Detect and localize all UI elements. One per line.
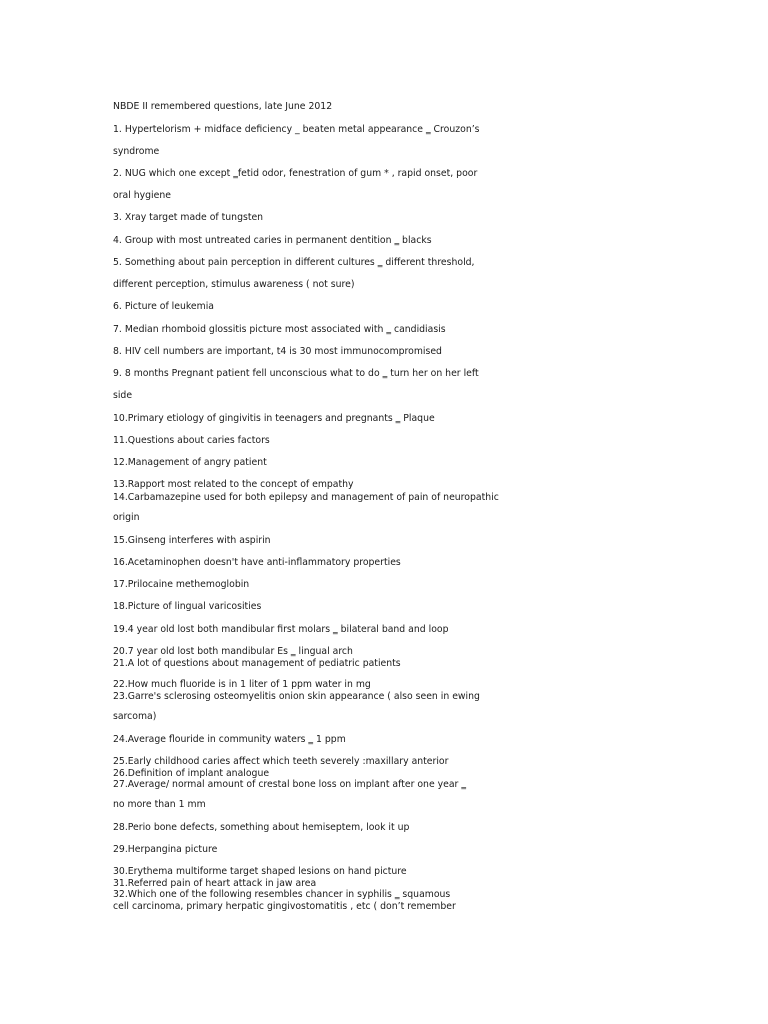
document-line: 26.Definition of implant analogue bbox=[113, 768, 270, 779]
document-line: 1. Hypertelorism + midface deficiency _ beaten metal appearance ‗ Crouzon’s bbox=[113, 124, 480, 135]
document-line: 3. Xray target made of tungsten bbox=[113, 212, 264, 223]
document-line: 28.Perio bone defects, something about hemiseptem, look it up bbox=[113, 822, 410, 833]
document-line: sarcoma) bbox=[113, 711, 157, 722]
document-line: no more than 1 mm bbox=[113, 799, 206, 810]
document-line: 29.Herpangina picture bbox=[113, 844, 218, 855]
document-line: oral hygiene bbox=[113, 190, 171, 201]
document-line: side bbox=[113, 390, 133, 401]
document-line: 14.Carbamazepine used for both epilepsy and management of pain of neuropathic bbox=[113, 492, 499, 503]
document-line: 20.7 year old lost both mandibular Es ‗ lingual arch bbox=[113, 646, 353, 657]
document-line: 30.Erythema multiforme target shaped lesions on hand picture bbox=[113, 866, 407, 877]
document-line: 7. Median rhomboid glossitis picture most associated with ‗ candidiasis bbox=[113, 324, 446, 335]
document-line: 22.How much fluoride is in 1 liter of 1 ppm water in mg bbox=[113, 679, 371, 690]
document-line: 12.Management of angry patient bbox=[113, 457, 267, 468]
document-line: syndrome bbox=[113, 146, 160, 157]
document-line: 11.Questions about caries factors bbox=[113, 435, 270, 446]
document-line: 23.Garre's sclerosing osteomyelitis onion skin appearance ( also seen in ewing bbox=[113, 691, 480, 702]
document-line: 16.Acetaminophen doesn't have anti-inflammatory properties bbox=[113, 557, 401, 568]
document-line: 6. Picture of leukemia bbox=[113, 301, 214, 312]
document-line: cell carcinoma, primary herpatic gingivostomatitis , etc ( don’t remember bbox=[113, 901, 456, 912]
document-line: 32.Which one of the following resembles chancer in syphilis ‗ squamous bbox=[113, 889, 451, 900]
document-line: origin bbox=[113, 512, 140, 523]
document-line: different perception, stimulus awareness ( not sure) bbox=[113, 279, 355, 290]
document-line: 5. Something about pain perception in different cultures ‗ different threshold, bbox=[113, 257, 475, 268]
document-line: 25.Early childhood caries affect which teeth severely :maxillary anterior bbox=[113, 756, 449, 767]
document-line: 18.Picture of lingual varicosities bbox=[113, 601, 262, 612]
document-line: 19.4 year old lost both mandibular first molars ‗ bilateral band and loop bbox=[113, 624, 449, 635]
document-title: NBDE II remembered questions, late June 2012 bbox=[113, 101, 333, 112]
document-line: 10.Primary etiology of gingivitis in teenagers and pregnants ‗ Plaque bbox=[113, 413, 435, 424]
document-line: 2. NUG which one except ‗fetid odor, fenestration of gum * , rapid onset, poor bbox=[113, 168, 478, 179]
document-line: 8. HIV cell numbers are important, t4 is 30 most immunocompromised bbox=[113, 346, 442, 357]
document-line: 24.Average flouride in community waters ‗ 1 ppm bbox=[113, 734, 346, 745]
document-line: 4. Group with most untreated caries in permanent dentition ‗ blacks bbox=[113, 235, 432, 246]
document-line: 15.Ginseng interferes with aspirin bbox=[113, 535, 271, 546]
document-line: 13.Rapport most related to the concept of empathy bbox=[113, 479, 354, 490]
document-line: 21.A lot of questions about management of pediatric patients bbox=[113, 658, 401, 669]
document-line: 9. 8 months Pregnant patient fell unconscious what to do ‗ turn her on her left bbox=[113, 368, 479, 379]
document-line: 27.Average/ normal amount of crestal bone loss on implant after one year ‗ bbox=[113, 779, 466, 790]
document-line: 17.Prilocaine methemoglobin bbox=[113, 579, 250, 590]
document-line: 31.Referred pain of heart attack in jaw area bbox=[113, 878, 317, 889]
